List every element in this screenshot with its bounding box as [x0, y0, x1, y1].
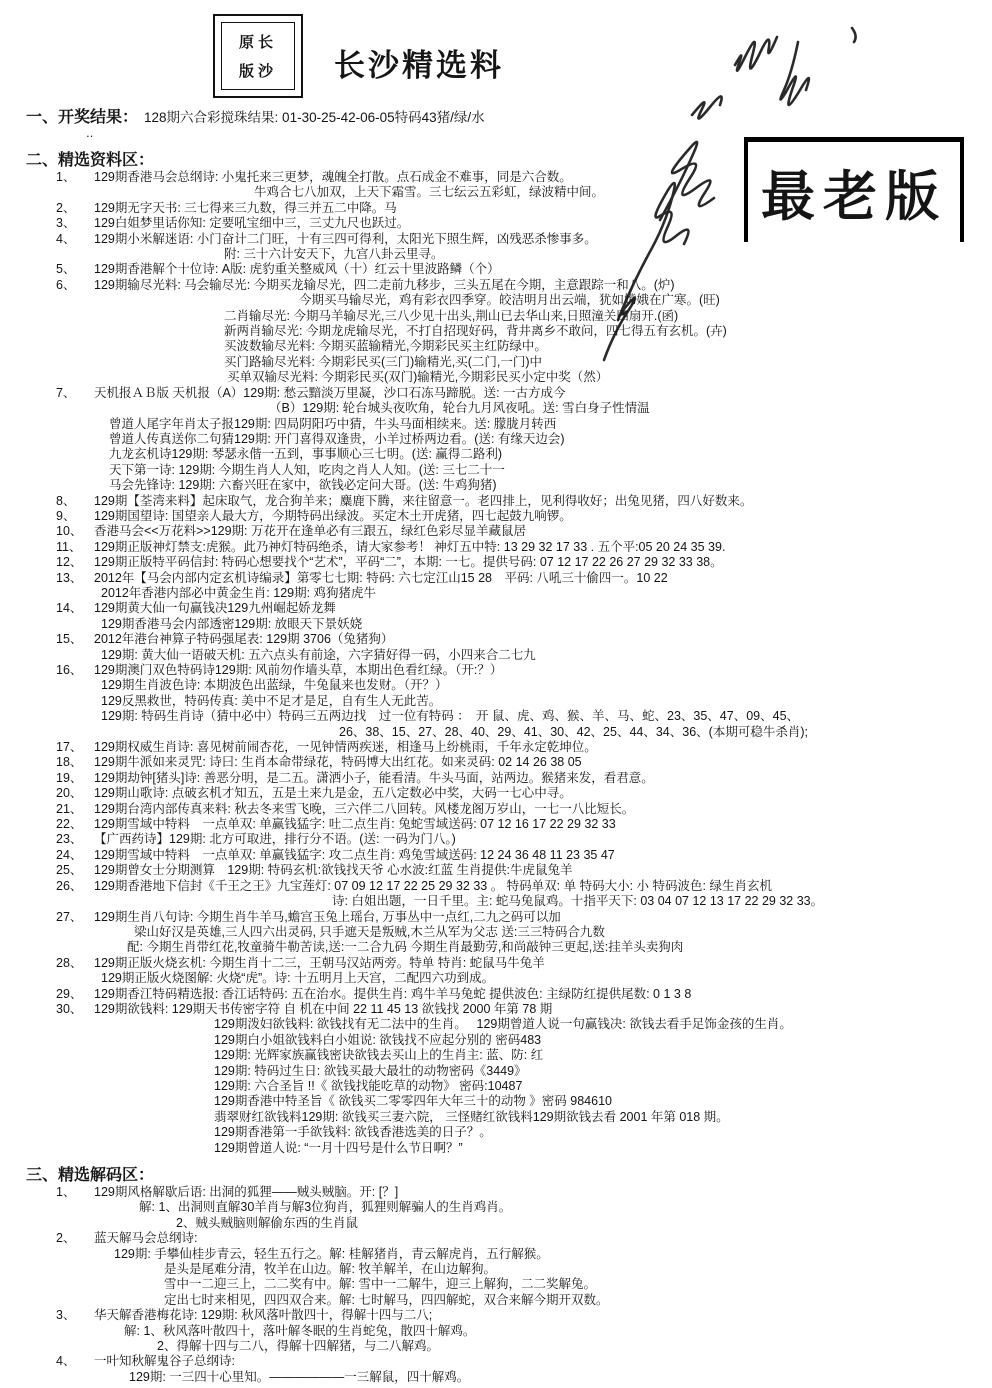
- corner-box: [213, 14, 303, 98]
- item-line: 曾道人传真送你二句猜129期: 开门喜得双逢贵，小羊过桥两边看。(送: 有缘天边会): [109, 431, 565, 446]
- item-number: 1、: [56, 170, 76, 184]
- item-line: 129期国望诗: 国望亲人最大方，今期特码出绿波。买定木土开虎猪，四七起鼓九响锣。: [94, 508, 572, 523]
- item-line: 129期: 一三四十心里知。——————一三解鼠，四十解鸡。: [129, 1369, 470, 1384]
- item-number: 11、: [56, 539, 82, 554]
- item-lines: [94, 848, 986, 863]
- list-item: [56, 755, 986, 770]
- list-item: [56, 771, 986, 786]
- stamp-text: 最老版: [761, 166, 947, 227]
- list-item: [56, 987, 986, 1002]
- section3-label: 三、: [26, 1167, 59, 1184]
- item-line: 一叶知秋解鬼谷子总纲诗:: [94, 1354, 235, 1369]
- item-line: 二肖输尽光: 今期马羊输尽光,三八少见十出头,荆山已去华山来,日照潼关四扇开.(函): [224, 308, 679, 323]
- section3-heading-row: [26, 1162, 986, 1185]
- item-number: 27、: [56, 909, 83, 924]
- item-number: 14、: [56, 601, 83, 616]
- corner-box-line1: 原长: [238, 34, 277, 51]
- item-number: 4、: [56, 1354, 76, 1369]
- section3-heading: 精选解码区：: [58, 1167, 155, 1184]
- item-number: 5、: [56, 262, 76, 277]
- section1-label: 一、: [26, 109, 59, 126]
- item-line: 蓝天解马会总纲诗:: [94, 1231, 198, 1246]
- item-number: 8、: [56, 493, 76, 508]
- item-line: 2012年香港内部必中黄金生肖: 129期: 鸡狗猪虎牛: [101, 585, 377, 600]
- item-number: 1、: [56, 1185, 76, 1199]
- item-line: 129期正版神灯禁支:虎猴。此乃神灯特码绝杀，请大家参考！ 神灯五中特: 13 29 32 17 33 . 五个平:05 20 24 35 39.: [94, 539, 726, 554]
- list-item: [56, 663, 986, 740]
- item-line: 解: 1、秋风落叶散四十，落叶解冬眠的生肖蛇兔，散四十解鸡。: [124, 1323, 476, 1338]
- list-item: [56, 956, 986, 987]
- item-lines: [94, 879, 986, 910]
- list-item: [56, 262, 986, 277]
- item-line: 【广西药诗】129期: 北方可取进，排行分不语。(送: 一码为门八。): [94, 832, 456, 847]
- item-line: 129期正版特平码信封: 特码心想要找个“艺术”，平码“二”，本期: 一七。提供号码: 07 12 17 22 26 27 29 32 33 38。: [94, 555, 723, 570]
- item-line: 129期澳门双色特码诗129期: 风前勿作墙头草，本期出色看红绿。（开:？）: [94, 663, 503, 677]
- item-line: 129期香港马会总纲诗: 小鬼托来三更梦，魂魄全打散。点石成金不难事，同是六合数。: [94, 170, 572, 184]
- list-item: [56, 832, 986, 847]
- list-item: [56, 848, 986, 863]
- item-lines: [94, 1185, 986, 1231]
- list-item: [56, 786, 986, 801]
- item-line: 129期正版火烧图解: 火烧“虎”。诗: 十五明月上天宫，二配四六功到成。: [101, 971, 495, 986]
- item-line: 买波数输尽光料: 今期买蓝输精光,今期彩民买主红防绿中。: [224, 339, 547, 354]
- item-number: 6、: [56, 277, 76, 292]
- item-lines: [94, 540, 986, 555]
- item-number: 2、: [56, 1231, 76, 1246]
- item-line: 配: 今期生肖带红花,牧童骑牛勒苦读,送:一二合九码 今期生肖最勤劳,和尚敲钟三更起,送:挂羊头卖狗肉: [127, 940, 684, 955]
- item-line: 129期泼妇欲钱料: 欲钱找有无二法中的生肖。 129期曾道人说一句赢钱决: 欲钱去看手足饰金孩的生肖。: [214, 1017, 792, 1032]
- item-number: 25、: [56, 863, 83, 878]
- item-line: 129期雪域中特料 一点单双: 单赢钱猛字: 吐二点生肖: 兔蛇雪域送码: 07 12 16 17 22 29 32 33: [94, 817, 616, 832]
- item-lines: [94, 494, 986, 509]
- list-item: [56, 278, 986, 386]
- item-lines: [94, 509, 986, 524]
- item-line: 129期权威生肖诗: 喜见树前闹杏花，一见钟情两疾迷，相逢马上纷桃雨，千年永定乾坤位。: [94, 740, 597, 755]
- item-line: 2012年【马会内部内定玄机诗编录】第零七七期: 特码: 六七定江山15 28 平码: 八吼三十偷四一。10 22: [94, 570, 668, 585]
- item-line: 129期白小姐欲钱料白小姐说: 欲钱找不应起分别的 密码483: [214, 1032, 542, 1047]
- item-lines: [94, 832, 986, 847]
- section2-heading: 精选资料区：: [58, 152, 155, 169]
- item-line: 今期买马输尽光，鸡有彩衣四季穿。皎洁明月出云端，犹如嫦娥在广寒。(旺): [299, 293, 720, 308]
- list-item: [56, 1354, 986, 1385]
- section2-label: 二、: [26, 152, 59, 169]
- item-line: 129期【荃湾来料】起床取气，龙合狗羊来；麋鹿下腾，来往留意一。老四排上，见利得收好；出兔见猪，四八好数来。: [94, 493, 753, 508]
- item-line: 梁山好汉是英雄,三人四六出灵码, 只手遮天是叛贼,木兰从军为父志 送:三三特码合九数: [134, 924, 605, 939]
- item-line: 129期欲钱料: 129期天书传密字符 自 机在中间 22 11 45 13 欲钱找 2000 年第 78 期: [94, 1001, 553, 1016]
- item-line: 129期生肖八句诗: 今期生肖牛羊马,蟾宫玉兔上瑶台, 万事丛中一点红,二九之码可以加: [94, 909, 561, 924]
- item-line: 新两肖输尽光: 今期龙虎输尽光，不打自招现好码，背井离乡不敢问，四七得五有玄机。(卉): [224, 324, 727, 339]
- item-line: （B）129期: 轮台城头夜吹角，轮台九月风夜吼。送: 雪白身子性情温: [269, 401, 650, 416]
- item-line: 天下第一诗: 129期: 今期生肖人人知，吃肉之肖人人知。(送: 三七二十一: [109, 462, 505, 477]
- item-number: 20、: [56, 786, 83, 801]
- item-lines: [94, 555, 986, 570]
- item-number: 22、: [56, 817, 83, 832]
- item-line: 129期山歌诗: 点破玄机才知五，五是土来九是金，五八定数必中奖，大码一七心中寻。: [94, 786, 572, 801]
- item-lines: [94, 771, 986, 786]
- item-lines: [94, 817, 986, 832]
- item-lines: [94, 956, 986, 987]
- item-line: 129期牛派如来灵咒: 诗曰: 生肖本命带绿花，特码博大出红花。如来灵码: 02 14 26 38 05: [94, 755, 582, 770]
- list-item: [56, 601, 986, 632]
- item-number: 18、: [56, 755, 83, 770]
- section2-items: [26, 170, 986, 1156]
- list-item: [56, 540, 986, 555]
- item-line: 129反黑救世，特码传真: 美中不足才是足，自有生人无此苦。: [101, 693, 442, 708]
- item-line: 2、贼头贼脑则解偷东西的生肖鼠: [176, 1215, 358, 1230]
- item-lines: [94, 863, 986, 878]
- item-line: 129期: 光辉家族赢钱密诀欲钱去买山上的生肖主: 蓝、防: 红: [214, 1048, 544, 1063]
- corner-box-inner: [221, 22, 295, 90]
- item-lines: [94, 1002, 986, 1156]
- item-line: 26、38、15、27、28、40、29、41、30、42、25、44、34、36、(本期可稳牛杀肖);: [339, 724, 808, 739]
- item-line: 129期雪域中特料 一点单双: 单赢钱猛字: 攻二点生肖: 鸡兔雪域送码: 12 24 36 48 11 23 35 47: [94, 847, 615, 862]
- item-line: 定出七时来相见，四四双合来。解: 七时解马，四四解蛇，双合来解今期开双数。: [164, 1292, 609, 1307]
- dots-note: ‥: [86, 128, 98, 140]
- item-lines: [94, 386, 986, 494]
- item-line: 129期台湾内部传真来料: 秋去冬来雪飞晚，三六伴二八回转。风楼龙阁万岁山，一七一八比短长。: [94, 801, 635, 816]
- item-line: 129期: 黄大仙一语破天机: 五六点头有前途，六字猜好得一码，小四来合二七九: [101, 647, 536, 662]
- item-lines: [94, 802, 986, 817]
- list-item: [56, 910, 986, 956]
- item-lines: [94, 910, 986, 956]
- item-line: 129期香江特码精选报: 香江话特码: 五在治水。提供生肖: 鸡牛羊马兔蛇 提供波色: 主绿防红提供尾数: 0 1 3 8: [94, 986, 692, 1001]
- list-item: [56, 524, 986, 539]
- item-line: 129期输尽光料: 马会输尽光: 今期买龙输尽光，四二走前九移步，三头五尾在今期，主意跟踪一和八。(炉): [94, 277, 675, 292]
- item-lines: [94, 740, 986, 755]
- item-line: 129白姐梦里话你知: 定要吼宝细中三，三丈九尺也跃过。: [94, 216, 410, 231]
- item-line: 129期无字天书: 三七得来三九数，得三并五二中降。马: [94, 200, 397, 215]
- item-number: 9、: [56, 508, 76, 523]
- item-number: 13、: [56, 570, 83, 585]
- list-item: [56, 509, 986, 524]
- item-line: 诗: 白姐出题，一日千里。主: 蛇马兔鼠鸡。十指平天下: 03 04 07 12 13 17 22 29 32 33。: [332, 894, 824, 909]
- item-lines: [94, 1354, 986, 1385]
- item-line: 129期正版火烧玄机: 今期生肖十二三，王朝马汉站两旁。特单 特肖: 蛇鼠马牛兔羊: [94, 955, 545, 970]
- item-line: 129期香港地下信封《千王之王》九宝莲灯: 07 09 12 17 22 25 29 32 33 。 特码单双: 单 特码大小: 小 特码波色: 绿生肖玄机: [94, 878, 772, 893]
- item-number: 19、: [56, 770, 83, 785]
- item-number: 3、: [56, 216, 76, 231]
- item-number: 23、: [56, 832, 83, 847]
- item-line: 是头是尾难分清，牧羊在山边。解: 牧羊解羊，在山边解狗。: [164, 1262, 496, 1277]
- item-line: 天机报ＡＢ版 天机报（A）129期: 愁云黯淡万里凝，沙口石冻马蹄脱。送: 一古方成今: [94, 385, 566, 400]
- item-line: 买门路输尽光料: 今期彩民买(三门)输精光,买(二门,一门)中: [224, 354, 543, 369]
- item-line: 129期: 特码生肖诗（猜中必中）特码三五两边找 过一位有特码 ： 开 鼠、虎、鸡、猴、羊、马、蛇、23、35、47、09、45、: [101, 709, 800, 724]
- list-item: [56, 802, 986, 817]
- item-line: 129期香港中特圣旨《 欲钱买二零零四年大年三十的动物 》密码 984610: [214, 1094, 612, 1109]
- item-line: 129期: 特码过生日: 欲钱买最大最壮的动物密码《3449》: [214, 1063, 527, 1078]
- item-line: 129期: 手攀仙桂步青云，轻生五行之。解: 桂解猪肖，青云解虎肖，五行解猴。: [114, 1246, 549, 1261]
- item-lines: [94, 262, 986, 277]
- item-lines: [94, 1308, 986, 1354]
- item-number: 21、: [56, 801, 83, 816]
- list-item: [56, 1002, 986, 1156]
- corner-box-line2: 版沙: [238, 63, 277, 80]
- item-lines: [94, 786, 986, 801]
- item-number: 7、: [56, 385, 76, 400]
- list-item: [56, 740, 986, 755]
- page-header: [0, 0, 992, 100]
- item-line: 2012年港台神算子特码强尾表: 129期 3706（兔猪狗）: [94, 632, 394, 647]
- list-item: [56, 386, 986, 494]
- item-number: 4、: [56, 231, 76, 246]
- item-number: 10、: [56, 524, 83, 539]
- item-lines: [94, 663, 986, 740]
- item-line: 129期生肖波色诗: 本期波色出蓝绿，牛兔鼠来也发财。（开？）: [101, 678, 448, 693]
- item-lines: [94, 987, 986, 1002]
- list-item: [56, 632, 986, 663]
- list-item: [56, 863, 986, 878]
- item-line: 2、得解十四与二八，得解十四解猪，与二八解鸡。: [157, 1339, 439, 1354]
- item-lines: [94, 755, 986, 770]
- item-line: 九龙玄机诗129期: 琴瑟永偕一五到，事事顺心三七明。(送: 赢得二路利): [109, 447, 503, 462]
- list-item: [56, 1185, 986, 1231]
- item-line: 129期曾道人说: “一月十四号是什么节日啊？”: [214, 1140, 463, 1155]
- item-lines: [94, 524, 986, 539]
- item-line: 华天解香港梅花诗: 129期: 秋风落叶散四十，得解十四与二八;: [94, 1308, 433, 1323]
- list-item: [56, 1308, 986, 1354]
- item-line: 附: 三十六计安天下，九宫八卦云里寻。: [224, 247, 444, 262]
- item-lines: [94, 1231, 986, 1308]
- item-lines: [94, 571, 986, 602]
- draw-result-text: 128期六合彩搅珠结果: 01-30-25-42-06-05特码43猪/绿/水: [144, 110, 485, 125]
- item-number: 26、: [56, 878, 83, 893]
- item-line: 129期黄大仙一句赢钱决129九州崛起娇龙舞: [94, 601, 336, 616]
- item-number: 24、: [56, 847, 83, 862]
- list-item: [56, 817, 986, 832]
- section-results-row: [26, 104, 986, 127]
- item-line: 129期香港解个十位诗: A版: 虎豹重关整威风（十）红云十里波路鳞（个）: [94, 262, 500, 277]
- item-line: 129期香港马会内部透密129期: 放眼天下景妖娆: [101, 616, 363, 631]
- document-body: [0, 100, 992, 1385]
- list-item: [56, 494, 986, 509]
- list-item: [56, 571, 986, 602]
- list-item: [56, 1231, 986, 1308]
- item-number: 30、: [56, 1001, 83, 1016]
- item-line: 买单双输尽光料: 今期彩民买(双门)输精光,今期彩民买小定中奖（然）: [227, 370, 609, 385]
- item-line: 129期曾女士分期测算 129期: 特码玄机:欲钱找天爷 心水波:红蓝 生肖提供:牛虎鼠兔羊: [94, 863, 573, 878]
- stamp-box: [744, 137, 964, 242]
- item-number: 16、: [56, 663, 83, 677]
- item-line: 曾道人尾字年肖太子报129期: 四局阴阳巧中猜，牛头马面相续来。送: 朦胧月转西: [109, 416, 557, 431]
- item-line: 129期香港第一手欲钱料: 欲钱香港选美的日子？。: [214, 1125, 492, 1140]
- item-line: 牛鸡合七八加双，上天下霜雪。三七纭云五彩虹，绿波精中间。: [254, 185, 605, 200]
- page-title: 长沙精选料: [334, 48, 504, 83]
- item-line: 香港马会<<万花料>>129期: 万花开在逢单必有三跟五，绿红色彩尽显羊藏鼠居: [94, 524, 527, 539]
- item-line: 雪中一二迎三上，二二奖有中。解: 雪中一二解牛，迎三上解狗，二二奖解兔。: [164, 1277, 596, 1292]
- item-number: 15、: [56, 632, 83, 647]
- item-number: 2、: [56, 200, 76, 215]
- item-line: 129期劫钟[猪头]诗: 善恶分明，是二五。潇洒小子，能看清。牛头马面，站两边。猴猪来发，看君意。: [94, 770, 654, 785]
- item-lines: [94, 632, 986, 663]
- item-line: 129期风格解歇后语: 出洞的狐狸——贼头贼脑。开: [？]: [94, 1185, 399, 1199]
- item-line: 129期: 六合圣旨 !!《 欲钱找能吃草的动物》 密码:10487: [214, 1078, 523, 1093]
- list-item: [56, 555, 986, 570]
- item-number: 12、: [56, 555, 83, 570]
- section1-heading: 开奖结果：: [58, 109, 139, 126]
- item-number: 28、: [56, 955, 83, 970]
- item-line: 翡翠财红欲钱料129期: 欲钱买三妻六院， 三怪赌红欲钱料129期欲钱去看 2001 年第 018 期。: [214, 1109, 729, 1124]
- item-lines: [94, 601, 986, 632]
- item-line: 解: 1、出洞则直解30羊肖与解3位狗肖，狐狸则解骗人的生肖鸡肖。: [139, 1200, 512, 1215]
- item-number: 29、: [56, 986, 83, 1001]
- item-lines: [94, 278, 986, 386]
- item-number: 3、: [56, 1308, 76, 1323]
- item-line: 马会先锋诗: 129期: 六畜兴旺在家中，欲钱必定问大哥。(送: 牛鸡狗猪): [109, 478, 497, 493]
- list-item: [56, 879, 986, 910]
- section3-items: [26, 1185, 986, 1385]
- item-number: 17、: [56, 740, 83, 755]
- item-line: 129期小米解迷语: 小门奋计二门旺，十有三四可得利，太阳光下照生辉，凶残恶杀惨事多。: [94, 231, 597, 246]
